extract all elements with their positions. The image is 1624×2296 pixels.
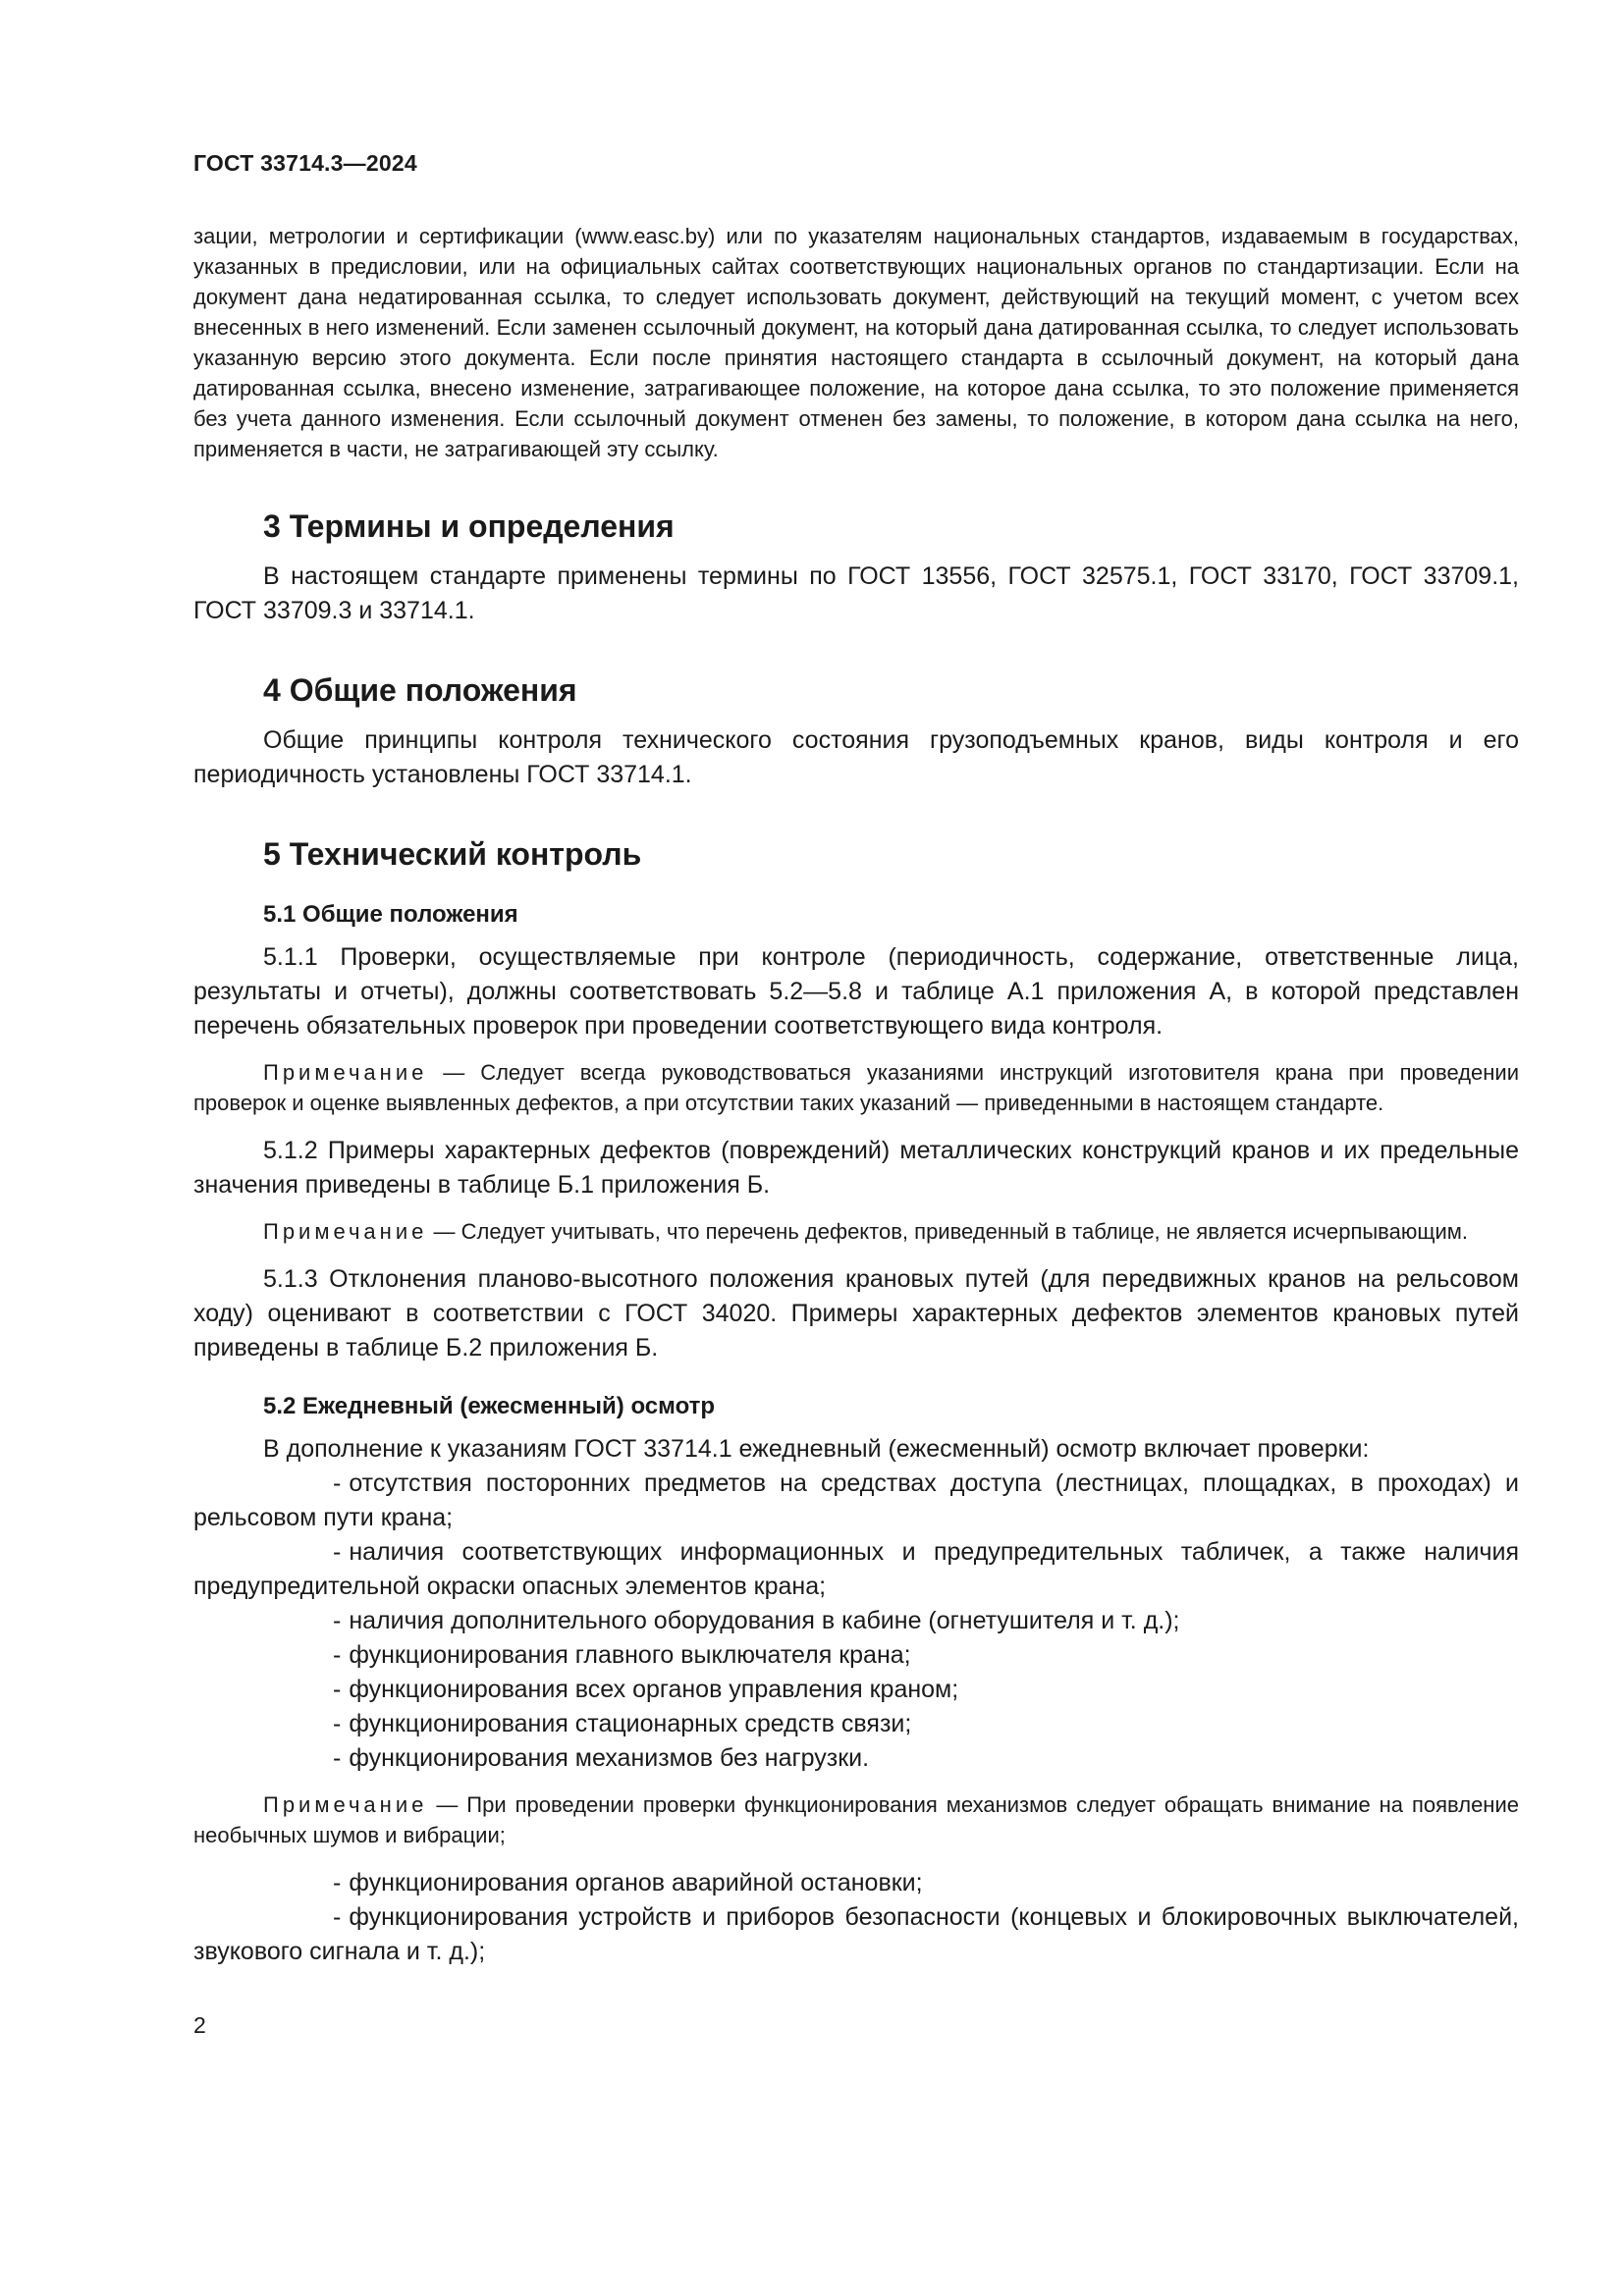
list-dash: - — [333, 1641, 342, 1669]
subsection-5-2-heading-wrap — [193, 1391, 1519, 1422]
note-label: Примечание — [263, 1060, 428, 1085]
list-dash: - — [333, 1869, 342, 1896]
list-item-text: функционирования всех органов управления краном; — [349, 1676, 959, 1703]
list-dash: - — [333, 1710, 342, 1737]
document-content — [193, 221, 1519, 1969]
note-2-text: Следует учитывать, что перечень дефектов, приведенный в таблице, не является исчерпывающим. — [460, 1219, 1468, 1244]
subsection-5-1-heading-wrap — [193, 899, 1519, 931]
section-5-heading-wrap — [193, 834, 1519, 874]
note-1 — [193, 1057, 1519, 1118]
note-label: Примечание — [263, 1219, 428, 1244]
list-dash: - — [333, 1676, 342, 1703]
list-item — [193, 1741, 1519, 1776]
list-item-text: функционирования главного выключателя крана; — [349, 1641, 911, 1669]
list-item-text: функционирования механизмов без нагрузки. — [349, 1744, 870, 1772]
note-3-text: При проведении проверки функционирования механизмов следует обращать внимание на появление необычных шумов и вибрации; — [193, 1792, 1519, 1847]
section-5-heading: 5 Технический контроль — [263, 836, 642, 872]
section-4-text: Общие принципы контроля технического состояния грузоподъемных кранов, виды контроля и его периодичность установлены ГОСТ 33714.1. — [193, 726, 1519, 788]
paragraph-5-1-3: 5.1.3 Отклонения планово-высотного положения крановых путей (для передвижных кранов на рельсовом ходу) оценивают в соответствии с ГОСТ 34020. Примеры характерных дефектов элементов крановых путей приведены в таблице Б.2 приложения Б. — [193, 1265, 1519, 1362]
note-dash: — — [433, 1219, 456, 1244]
list-item — [193, 1866, 1519, 1900]
note-dash: — — [436, 1792, 459, 1817]
paragraph-5-1-1: 5.1.1 Проверки, осуществляемые при контроле (периодичность, содержание, ответственные лица, результаты и отчеты), должны соответствовать 5.2—5.8 и таблице А.1 приложения А, в которой представлен перечень обязательных проверок при проведении соответствующего вида контроля. — [193, 943, 1519, 1040]
list-item — [193, 1604, 1519, 1638]
note-1-text: Следует всегда руководствоваться указаниями инструкций изготовителя крана при проведении проверок и оценке выявленных дефектов, а при отсутствии таких указаний — приведенными в настоящем стандарте. — [193, 1060, 1519, 1115]
section-3-text: В настоящем стандарте применены термины по ГОСТ 13556, ГОСТ 32575.1, ГОСТ 33170, ГОСТ 33709.1, ГОСТ 33709.3 и 33714.1. — [193, 562, 1519, 624]
list-item-text: функционирования стационарных средств связи; — [349, 1710, 912, 1737]
note-label: Примечание — [263, 1792, 428, 1817]
note-2 — [193, 1216, 1519, 1247]
section-3-heading-wrap — [193, 507, 1519, 546]
paragraph-5-1-2: 5.1.2 Примеры характерных дефектов (повреждений) металлических конструкций кранов и их предельные значения приведены в таблице Б.1 приложения Б. — [193, 1137, 1519, 1199]
list-item — [193, 1707, 1519, 1741]
list-item — [193, 1900, 1519, 1969]
note-dash: — — [443, 1060, 465, 1085]
page-number: 2 — [193, 2012, 206, 2038]
list-item — [193, 1467, 1519, 1535]
paragraph-5-2-lead: В дополнение к указаниям ГОСТ 33714.1 ежедневный (ежесменный) осмотр включает проверки: — [263, 1435, 1370, 1463]
list-dash: - — [333, 1903, 342, 1931]
list-dash: - — [333, 1469, 342, 1497]
checks-list-continued — [193, 1866, 1519, 1969]
note-3 — [193, 1789, 1519, 1850]
document-id-header: ГОСТ 33714.3—2024 — [193, 150, 417, 176]
list-item-text: функционирования органов аварийной остановки; — [349, 1869, 923, 1896]
list-item — [193, 1673, 1519, 1707]
list-dash: - — [333, 1607, 342, 1634]
list-item-text: функционирования устройств и приборов безопасности (концевых и блокировочных выключателей, звукового сигнала и т. д.); — [193, 1903, 1519, 1965]
list-item-text: отсутствия посторонних предметов на средствах доступа (лестницах, площадках, в проходах) и рельсовом пути крана; — [193, 1469, 1519, 1531]
section-4-heading: 4 Общие положения — [263, 672, 577, 708]
checks-list — [193, 1467, 1519, 1776]
list-item-text: наличия дополнительного оборудования в кабине (огнетушителя и т. д.); — [349, 1607, 1180, 1634]
list-item-text: наличия соответствующих информационных и предупредительных табличек, а также наличия предупредительной окраски опасных элементов крана; — [193, 1538, 1519, 1600]
list-item — [193, 1638, 1519, 1673]
list-dash: - — [333, 1538, 342, 1566]
intro-paragraph: зации, метрологии и сертификации (www.easc.by) или по указателям национальных стандартов, издаваемым в государствах, указанных в предисловии, или на официальных сайтах соответствующих национальных органов по стандартизации. Если на документ дана недатированная ссылка, то следует использовать документ, действующий на текущий момент, с учетом всех внесенных в него изменений. Если заменен ссылочный документ, на который дана датированная ссылка, то следует использовать указанную версию этого документа. Если после принятия настоящего стандарта в ссылочный документ, на который дана датированная ссылка, внесено изменение, затрагивающее положение, на которое дана ссылка, то это положение применяется без учета данного изменения. Если ссылочный документ отменен без замены, то положение, в котором дана ссылка на него, применяется в части, не затрагивающей эту ссылку. — [193, 224, 1519, 461]
subsection-5-2-heading: 5.2 Ежедневный (ежесменный) осмотр — [263, 1393, 716, 1419]
section-4-heading-wrap — [193, 670, 1519, 710]
section-3-heading: 3 Термины и определения — [263, 508, 675, 544]
list-item — [193, 1535, 1519, 1604]
subsection-5-1-heading: 5.1 Общие положения — [263, 901, 518, 928]
list-dash: - — [333, 1744, 342, 1772]
